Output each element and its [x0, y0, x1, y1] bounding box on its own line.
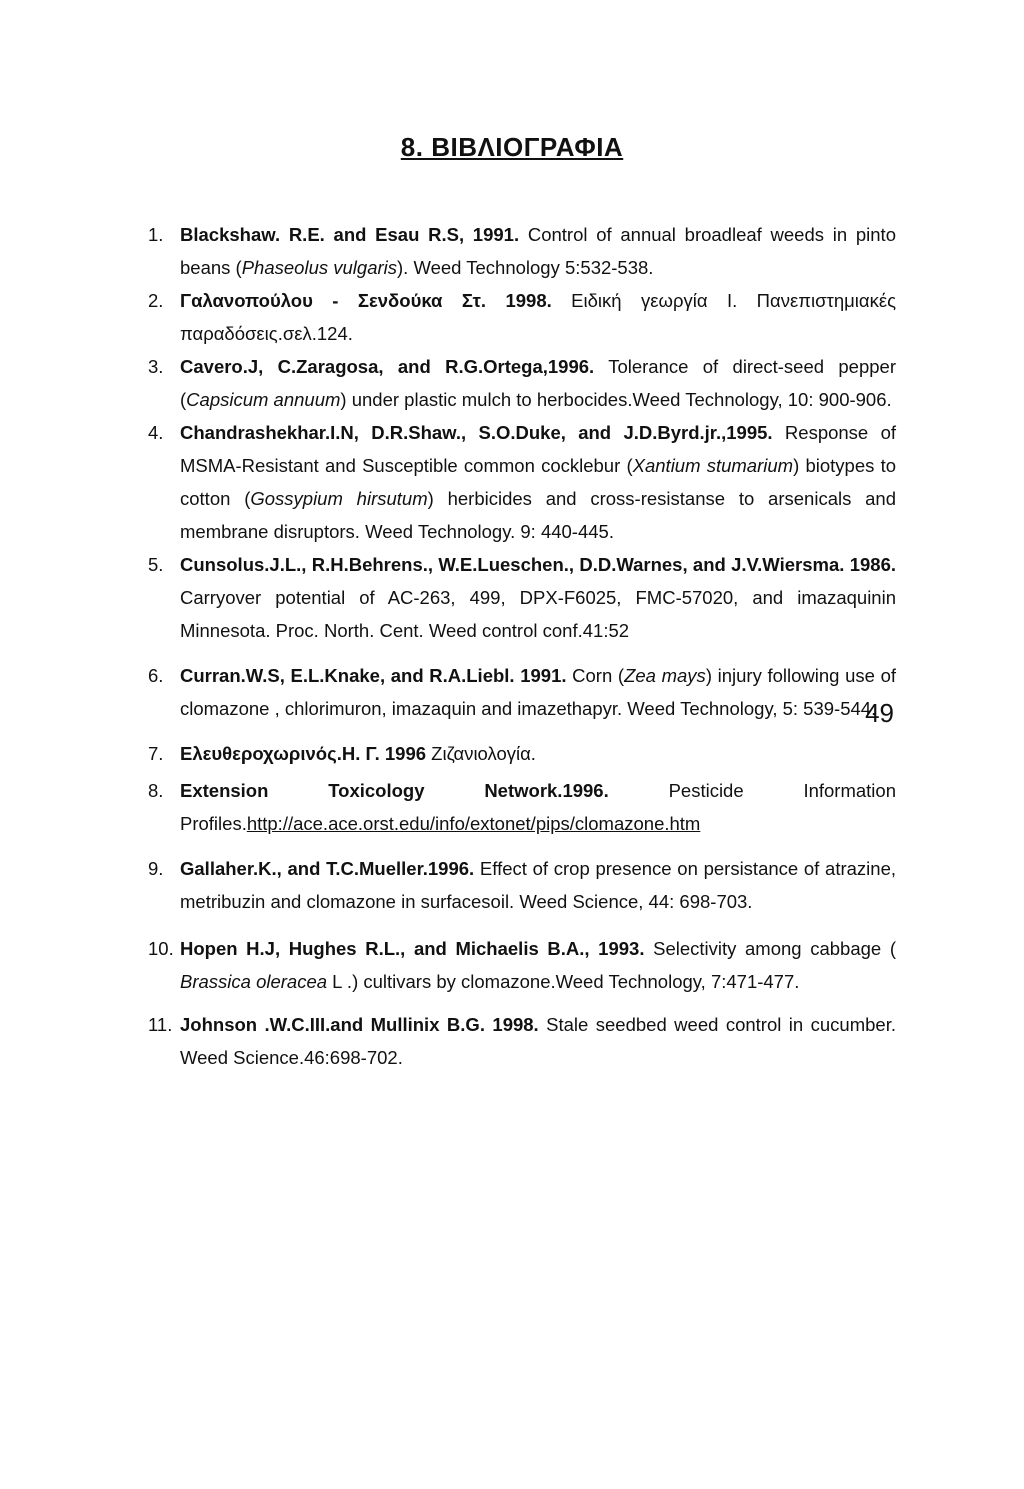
reference-number: 9. — [148, 858, 164, 879]
reference-text: Effect of crop presence on persistance of atrazine, metribuzin and clomazone in surfacesoil. Weed Science, 44: 698-703. — [180, 858, 896, 912]
reference-number: 5. — [148, 554, 164, 575]
reference-text: Ειδική γεωργία Ι. Πανεπιστημιακές παραδόσεις.σελ.124. — [180, 290, 896, 344]
reference-item-4 — [148, 416, 896, 548]
reference-item-2 — [148, 284, 896, 350]
reference-text: ) under plastic mulch to herbocides.Weed Technology, 10: 900-906. — [340, 389, 892, 410]
page-number: 49 — [865, 698, 894, 728]
reference-list — [148, 218, 896, 1074]
species-name: Phaseolus vulgaris — [241, 257, 397, 278]
reference-item-7 — [148, 737, 896, 770]
reference-link[interactable]: http://ace.ace.orst.edu/info/extonet/pips/clomazone.htm — [246, 813, 701, 834]
reference-text: Corn ( — [566, 665, 625, 686]
reference-authors: Cunsolus.J.L., R.H.Behrens., W.E.Lueschen., D.D.Warnes, and J.V.Wiersma. 1986. — [180, 554, 896, 575]
reference-text: ). Weed Technology 5:532-538. — [397, 257, 654, 278]
reference-text: Ζιζανιολογία. — [426, 743, 536, 764]
reference-text: Carryover potential of AC-263, 499, DPX-F6025, FMC-57020, and imazaquinin Minnesota. Proc. North. Cent. Weed control conf.41:52 — [180, 587, 896, 641]
species-name: Zea mays — [624, 665, 706, 686]
reference-text: Control of annual broadleaf weeds in pinto beans ( — [180, 224, 896, 278]
reference-authors: Chandrashekhar.I.N, D.R.Shaw., S.O.Duke, and J.D.Byrd.jr.,1995. — [180, 422, 773, 443]
page-title: 8. ΒΙΒΛΙΟΓΡΑΦΙΑ — [400, 132, 624, 162]
species-name: Capsicum annuum — [186, 389, 341, 410]
reference-item-8 — [148, 774, 896, 840]
reference-item-6 — [148, 659, 896, 725]
reference-authors: Curran.W.S, E.L.Knake, and R.A.Liebl. 1991. — [180, 665, 567, 686]
reference-authors: Johnson .W.C.III.and Mullinix B.G. 1998. — [180, 1014, 539, 1035]
reference-authors: Ελευθεροχωρινός.Η. Γ. 1996 — [180, 743, 427, 764]
reference-item-1 — [148, 218, 896, 284]
reference-number: 7. — [148, 743, 164, 764]
reference-authors: Hopen H.J, Hughes R.L., and Michaelis B.A., 1993. — [180, 938, 645, 959]
reference-text: Response of MSMA-Resistant and Susceptible common cocklebur ( — [180, 422, 896, 476]
species-name: Gossypium hirsutum — [250, 488, 428, 509]
reference-text: Selectivity among cabbage ( — [644, 938, 896, 959]
reference-text: ) injury following use of clomazone , chlorimuron, imazaquin and imazethapyr. Weed Technology, 5: 539-544. — [180, 665, 897, 719]
reference-text: Tolerance of direct-seed pepper ( — [180, 356, 896, 410]
reference-item-9 — [148, 852, 896, 918]
reference-authors: Cavero.J, C.Zaragosa, and R.G.Ortega,1996. — [180, 356, 595, 377]
reference-text: Stale seedbed weed control in cucumber. Weed Science.46:698-702. — [180, 1014, 896, 1068]
reference-number: 11. — [148, 1014, 173, 1035]
reference-number: 1. — [148, 224, 164, 245]
reference-authors: Extension Toxicology Network.1996. — [180, 780, 609, 801]
reference-text: ) herbicides and cross-resistanse to arsenicals and membrane disruptors. Weed Technology. 9: 440-445. — [180, 488, 896, 542]
reference-number: 3. — [148, 356, 164, 377]
species-name: Brassica oleracea — [180, 971, 328, 992]
reference-text: L .) cultivars by clomazone.Weed Technology, 7:471-477. — [327, 971, 800, 992]
reference-number: 4. — [148, 422, 164, 443]
species-name: Xantium stumarium — [632, 455, 794, 476]
reference-number: 6. — [148, 665, 164, 686]
reference-number: 8. — [148, 780, 164, 801]
reference-text: Pesticide Information Profiles. — [180, 780, 896, 834]
reference-authors: Γαλανοπούλου - Σενδούκα Στ. 1998. — [180, 290, 552, 311]
reference-authors: Blackshaw. R.E. and Esau R.S, 1991. — [180, 224, 520, 245]
reference-number: 2. — [148, 290, 164, 311]
reference-text: ) biotypes to cotton ( — [180, 455, 897, 509]
reference-item-10 — [148, 932, 896, 998]
reference-authors: Gallaher.K., and T.C.Mueller.1996. — [180, 858, 475, 879]
reference-number: 10. — [148, 938, 174, 959]
reference-item-3 — [148, 350, 896, 416]
reference-item-5 — [148, 548, 896, 647]
reference-item-11 — [148, 1008, 896, 1074]
